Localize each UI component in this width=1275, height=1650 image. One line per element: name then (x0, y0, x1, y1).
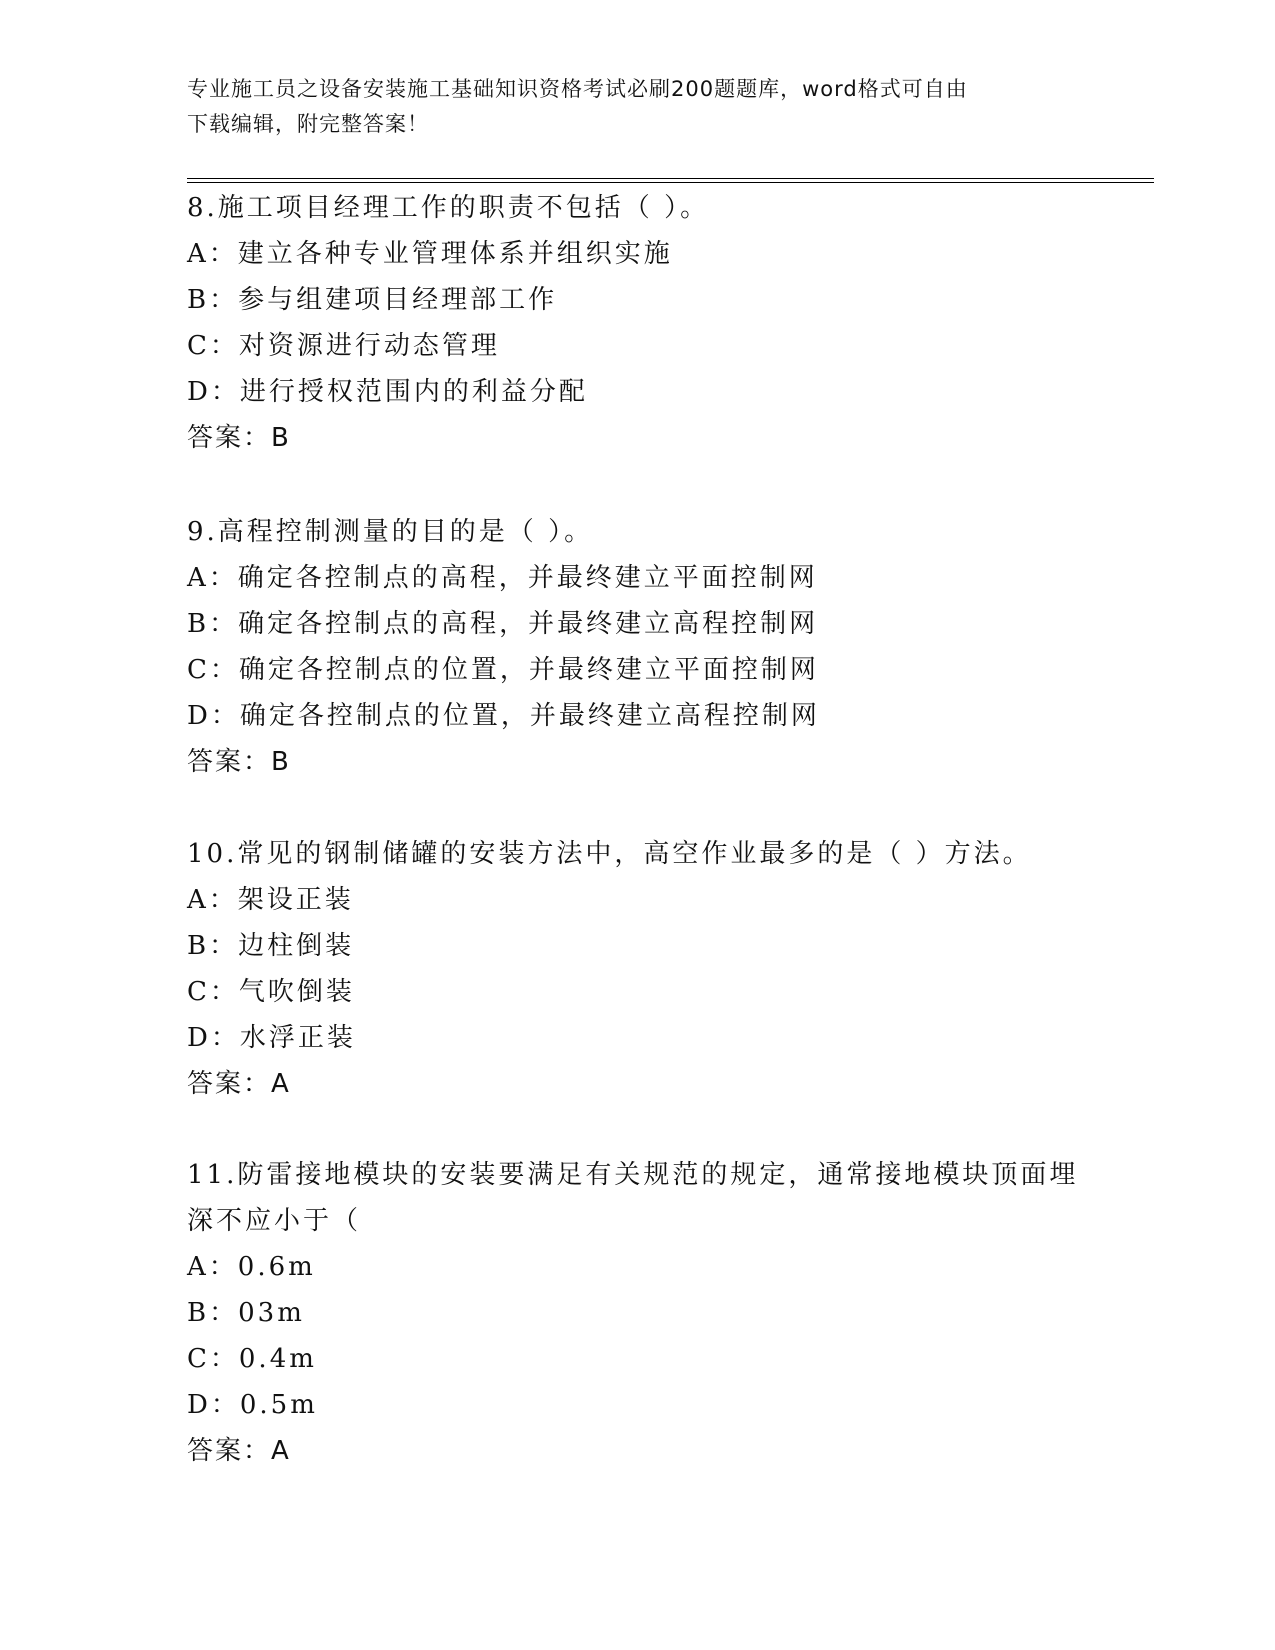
header-line-1: 专业施工员之设备安装施工基础知识资格考试必刷200题题库，word格式可自由 (187, 77, 968, 101)
question-10 (187, 831, 1147, 1107)
answer: 答案：B (187, 747, 291, 777)
option-c: C：确定各控制点的位置，并最终建立平面控制网 (187, 655, 819, 685)
question-stem: 8.施工项目经理工作的职责不包括（ ）。 (187, 193, 710, 223)
header-divider-top (187, 178, 1154, 179)
option-c: C：0.4m (187, 1344, 317, 1374)
header-divider-bottom (187, 182, 1154, 183)
option-d: D：进行授权范围内的利益分配 (187, 377, 588, 407)
option-a: A：0.6m (187, 1252, 316, 1282)
question-stem: 9.高程控制测量的目的是（ ）。 (187, 517, 594, 547)
question-stem-continued: 深不应小于（ (187, 1206, 362, 1236)
option-b: B：参与组建项目经理部工作 (187, 285, 558, 315)
option-a: A：确定各控制点的高程，并最终建立平面控制网 (187, 563, 818, 593)
option-d: D：水浮正装 (187, 1023, 356, 1053)
question-11 (187, 1152, 1147, 1474)
header-line-2: 下载编辑，附完整答案！ (187, 112, 429, 136)
option-c: C：气吹倒装 (187, 977, 355, 1007)
question-stem: 10.常见的钢制储罐的安装方法中，高空作业最多的是（ ）方法。 (187, 839, 1032, 869)
answer: 答案：B (187, 423, 291, 453)
option-b: B：边柱倒装 (187, 931, 355, 961)
option-a: A：架设正装 (187, 885, 354, 915)
option-b: B：确定各控制点的高程，并最终建立高程控制网 (187, 609, 819, 639)
option-c: C：对资源进行动态管理 (187, 331, 500, 361)
answer: 答案：A (187, 1436, 291, 1466)
answer: 答案：A (187, 1069, 291, 1099)
option-d: D：确定各控制点的位置，并最终建立高程控制网 (187, 701, 820, 731)
option-a: A：建立各种专业管理体系并组织实施 (187, 239, 673, 269)
question-stem: 11.防雷接地模块的安装要满足有关规范的规定，通常接地模块顶面埋 (187, 1160, 1079, 1190)
question-9 (187, 509, 1147, 785)
question-8 (187, 185, 1147, 461)
option-b: B：03m (187, 1298, 305, 1328)
option-d: D：0.5m (187, 1390, 318, 1420)
document-header (187, 72, 1087, 142)
